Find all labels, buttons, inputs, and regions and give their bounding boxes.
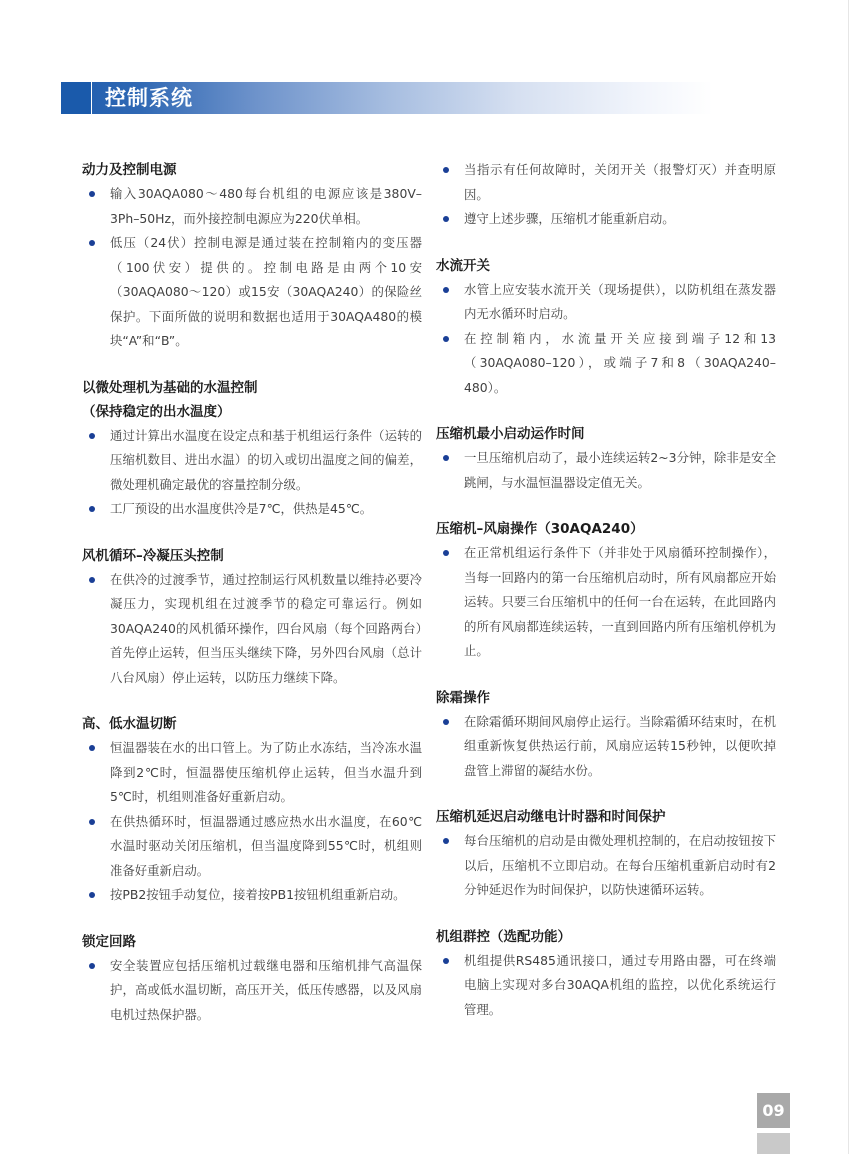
section-lockout-circuit bbox=[82, 930, 422, 1028]
section-title: 机组群控（选配功能） bbox=[436, 928, 571, 945]
section-delay-timer bbox=[436, 805, 776, 903]
list-item: 输入30AQA080～480每台机组的电源应该是380V–3Ph–50Hz，而外接控制电源应为220伏单相。 bbox=[82, 182, 422, 231]
section-subtitle: （保持稳定的出水温度） bbox=[82, 403, 231, 420]
bullet-list bbox=[436, 949, 776, 1023]
list-item: 低压（24伏）控制电源是通过装在控制箱内的变压器（100伏安）提供的。控制电路是由两个10安（30AQA080～120）或15安（30AQA240）的保险丝保护。下面所做的说明和数据也适用于30AQA480的模块“A”和“B”。 bbox=[82, 231, 422, 354]
bullet-icon bbox=[443, 719, 449, 725]
section-group-control bbox=[436, 925, 776, 1023]
section-flow-switch bbox=[436, 254, 776, 401]
bullet-icon bbox=[89, 819, 95, 825]
page-tab-decoration bbox=[757, 1133, 790, 1154]
section-water-temp-cutoff bbox=[82, 712, 422, 908]
section-min-run-time bbox=[436, 422, 776, 495]
list-item: 水管上应安装水流开关（现场提供），以防机组在蒸发器内无水循环时启动。 bbox=[436, 278, 776, 327]
bullet-icon bbox=[89, 577, 95, 583]
section-title: 压缩机–风扇操作（30AQA240） bbox=[436, 521, 644, 537]
bullet-icon bbox=[89, 745, 95, 751]
bullet-list bbox=[82, 424, 422, 522]
right-column bbox=[436, 158, 776, 1042]
bullet-icon bbox=[443, 455, 449, 461]
list-item: 安全装置应包括压缩机过载继电器和压缩机排气高温保护，高或低水温切断，高压开关，低压传感器，以及风扇电机过热保护器。 bbox=[82, 954, 422, 1028]
bullet-icon bbox=[89, 240, 95, 246]
section-title: 除霜操作 bbox=[436, 689, 490, 706]
bullet-icon bbox=[89, 433, 95, 439]
section-compressor-fan-operation bbox=[436, 517, 776, 664]
list-item: 工厂预设的出水温度供冷是7℃，供热是45℃。 bbox=[82, 497, 422, 522]
list-item: 在除霜循环期间风扇停止运行。当除霜循环结束时，在机组重新恢复供热运行前，风扇应运转15秒钟，以便吹掉盘管上滞留的凝结水份。 bbox=[436, 710, 776, 784]
left-column bbox=[82, 158, 422, 1047]
section-title: 水流开关 bbox=[436, 257, 490, 274]
section-title: 以微处理机为基础的水温控制 bbox=[82, 379, 258, 396]
bullet-icon bbox=[443, 167, 449, 173]
bullet-list bbox=[82, 568, 422, 691]
list-item: 在控制箱内，水流量开关应接到端子12和13（30AQA080–120），或端子7和8（30AQA240–480）。 bbox=[436, 327, 776, 401]
header-accent-block bbox=[61, 82, 92, 114]
bullet-icon bbox=[443, 550, 449, 556]
bullet-icon bbox=[443, 336, 449, 342]
list-item: 在正常机组运行条件下（并非处于风扇循环控制操作），当每一回路内的第一台压缩机启动时，所有风扇都应开始运转。只要三台压缩机中的任何一台在运转，在此回路内的所有风扇都连续运转，一直到回路内所有压缩机停机为止。 bbox=[436, 541, 776, 664]
section-title: 锁定回路 bbox=[82, 933, 136, 950]
bullet-list bbox=[436, 446, 776, 495]
bullet-list bbox=[436, 158, 776, 232]
section-water-temp-control bbox=[82, 376, 422, 522]
list-item: 遵守上述步骤，压缩机才能重新启动。 bbox=[436, 207, 776, 232]
bullet-list bbox=[82, 736, 422, 908]
bullet-list bbox=[436, 829, 776, 903]
bullet-icon bbox=[443, 216, 449, 222]
bullet-icon bbox=[89, 892, 95, 898]
bullet-list bbox=[436, 278, 776, 401]
bullet-icon bbox=[443, 838, 449, 844]
list-item: 按PB2按钮手动复位，接着按PB1按钮机组重新启动。 bbox=[82, 883, 422, 908]
list-item: 恒温器装在水的出口管上。为了防止水冻结，当冷冻水温降到2℃时，恒温器使压缩机停止运转，但当水温升到5℃时，机组则准备好重新启动。 bbox=[82, 736, 422, 810]
bullet-icon bbox=[443, 287, 449, 293]
section-power-supply bbox=[82, 158, 422, 354]
list-item: 当指示有任何故障时，关闭开关（报警灯灭）并查明原因。 bbox=[436, 158, 776, 207]
list-item: 在供热循环时，恒温器通过感应热水出水温度，在60℃水温时驱动关闭压缩机，但当温度降到55℃时，机组则准备好重新启动。 bbox=[82, 810, 422, 884]
page-title: 控制系统 bbox=[105, 86, 193, 110]
bullet-icon bbox=[443, 958, 449, 964]
bullet-list bbox=[436, 541, 776, 664]
section-lockout-continued bbox=[436, 158, 776, 232]
bullet-list bbox=[436, 710, 776, 784]
bullet-icon bbox=[89, 506, 95, 512]
list-item: 每台压缩机的启动是由微处理机控制的，在启动按钮按下以后，压缩机不立即启动。在每台压缩机重新启动时有2分钟延迟作为时间保护，以防快速循环运转。 bbox=[436, 829, 776, 903]
page-number: 09 bbox=[757, 1093, 790, 1128]
section-title: 风机循环–冷凝压头控制 bbox=[82, 547, 224, 564]
section-title: 高、低水温切断 bbox=[82, 716, 177, 732]
section-title: 动力及控制电源 bbox=[82, 162, 177, 178]
list-item: 机组提供RS485通讯接口，通过专用路由器，可在终端电脑上实现对多台30AQA机组的监控，以优化系统运行管理。 bbox=[436, 949, 776, 1023]
section-title: 压缩机延迟启动继电计时器和时间保护 bbox=[436, 809, 666, 825]
section-defrost-operation bbox=[436, 686, 776, 784]
list-item: 在供冷的过渡季节，通过控制运行风机数量以维持必要冷凝压力，实现机组在过渡季节的稳定可靠运行。例如30AQA240的风机循环操作，四台风扇（每个回路两台）首先停止运转，但当压头继续下降，另外四台风扇（总计八台风扇）停止运转，以防压力继续下降。 bbox=[82, 568, 422, 691]
section-title: 压缩机最小启动运作时间 bbox=[436, 426, 585, 442]
page-edge bbox=[848, 0, 849, 1154]
list-item: 通过计算出水温度在设定点和基于机组运行条件（运转的压缩机数目、进出水温）的切入或切出温度之间的偏差，微处理机确定最优的容量控制分级。 bbox=[82, 424, 422, 498]
bullet-list bbox=[82, 954, 422, 1028]
bullet-icon bbox=[89, 191, 95, 197]
list-item: 一旦压缩机启动了，最小连续运转2~3分钟，除非是安全跳闸，与水温恒温器设定值无关。 bbox=[436, 446, 776, 495]
section-header-bar bbox=[61, 82, 713, 114]
bullet-list bbox=[82, 182, 422, 354]
section-fan-cycling bbox=[82, 544, 422, 691]
bullet-icon bbox=[89, 963, 95, 969]
